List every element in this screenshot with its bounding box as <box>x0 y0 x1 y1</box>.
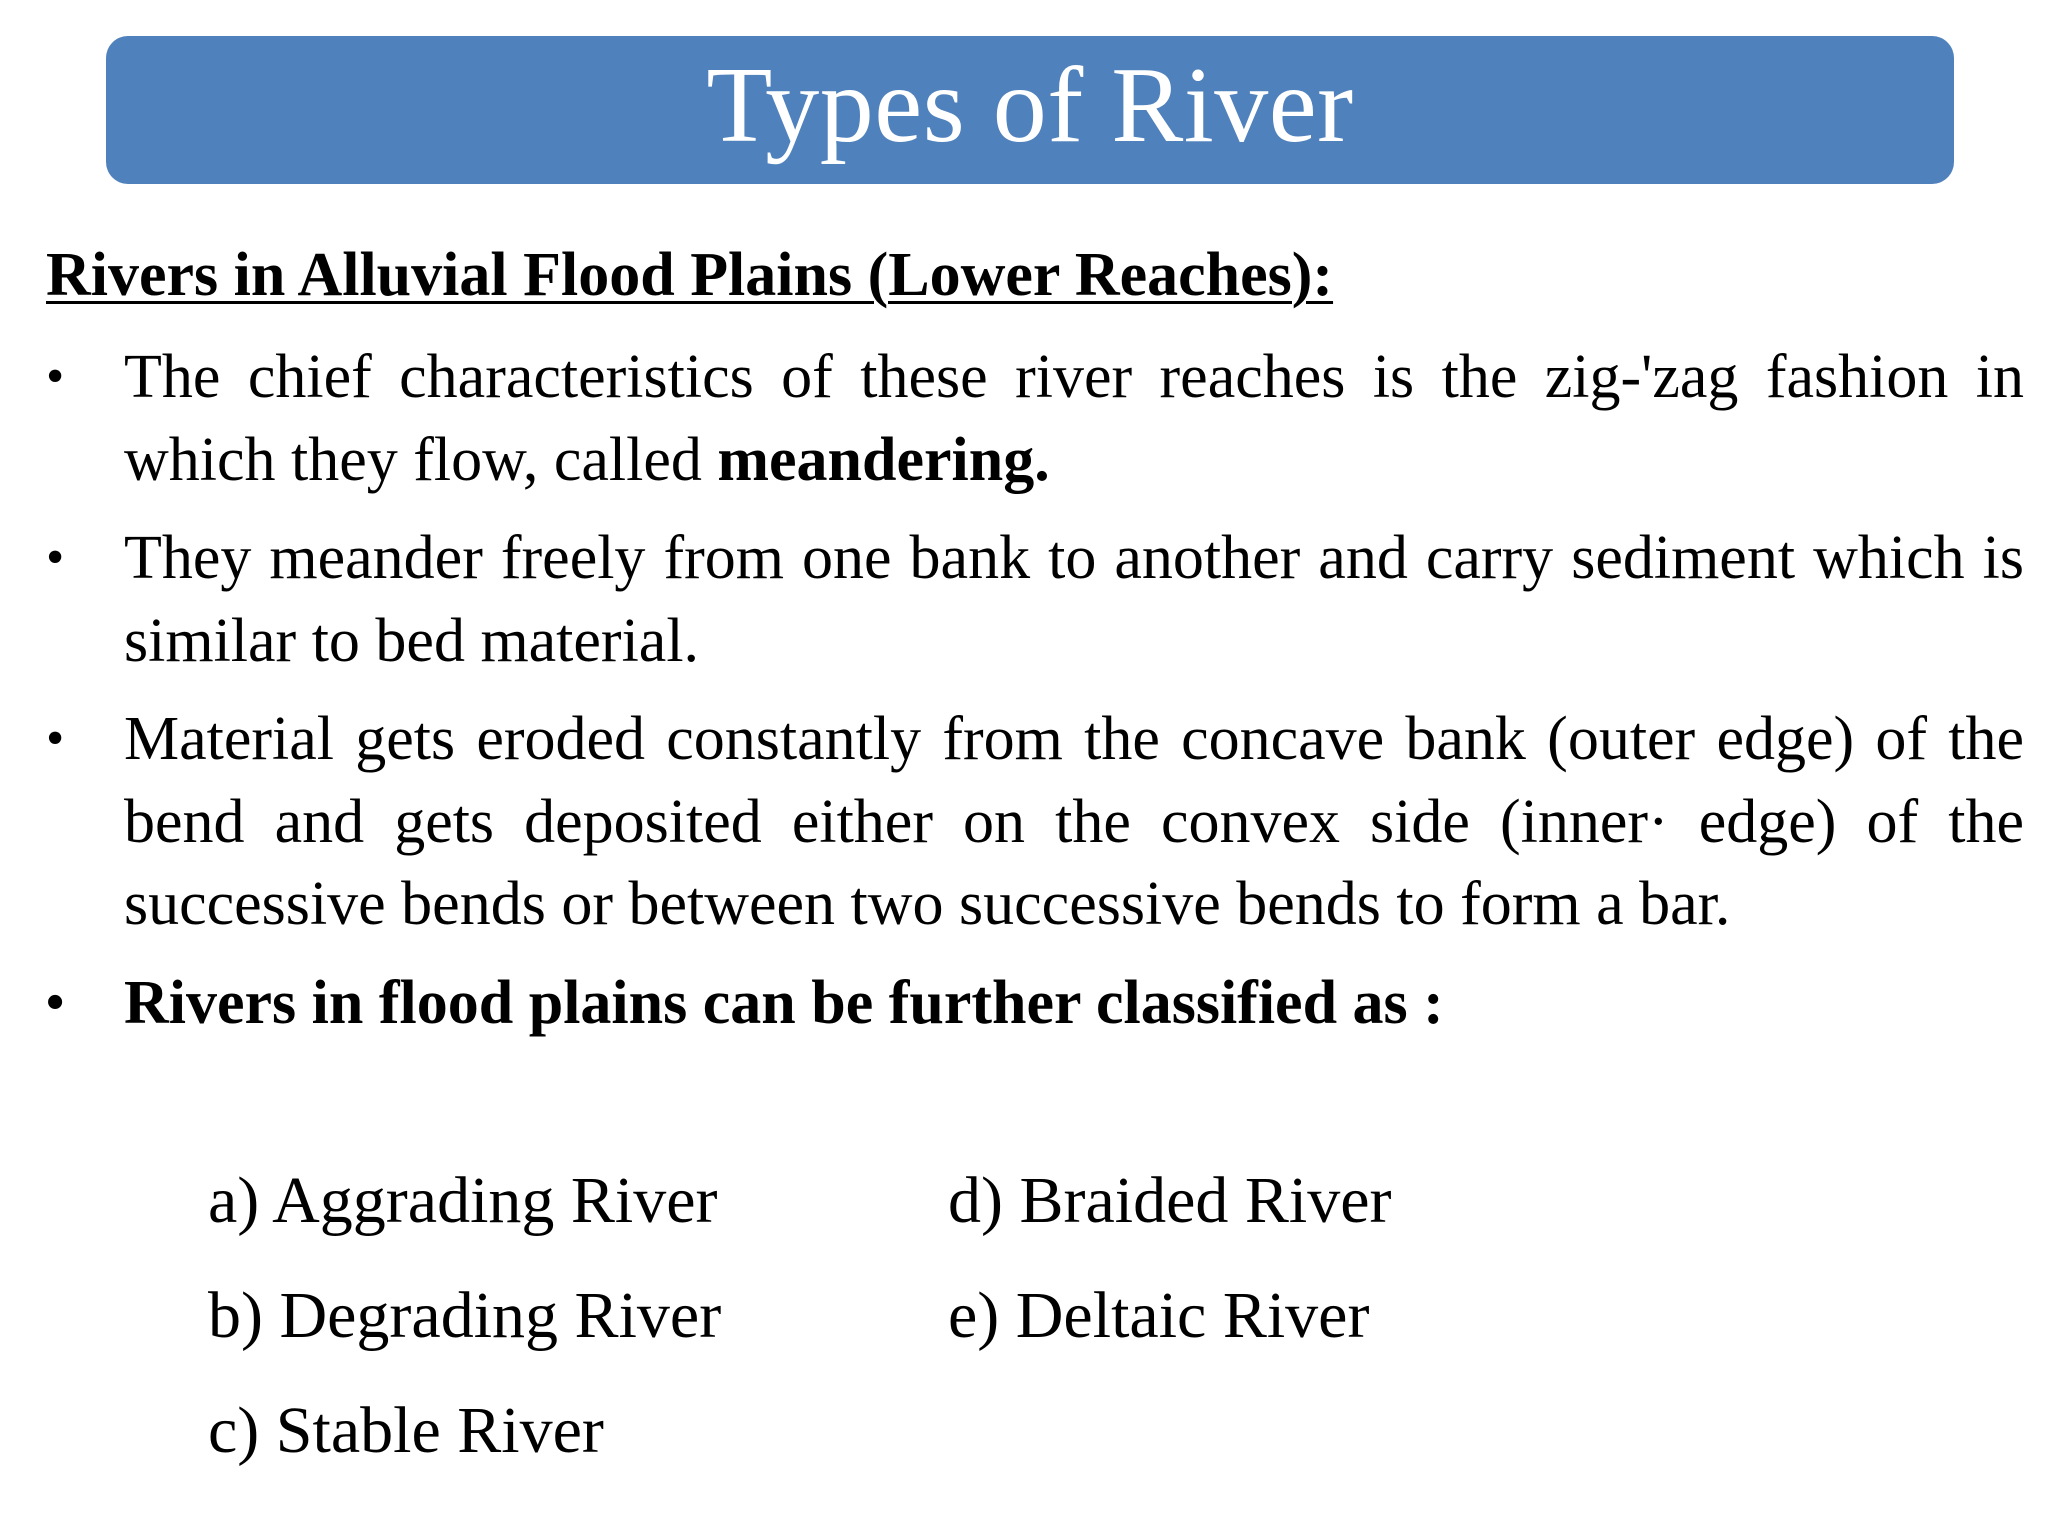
classification-item-braided: d) Braided River <box>948 1164 1392 1237</box>
bullet-text: Rivers in flood plains can be further classified as : <box>124 968 1444 1037</box>
classification-item-stable: c) Stable River <box>208 1394 604 1467</box>
bullet-icon: • <box>46 710 65 767</box>
classification-item-deltaic: e) Deltaic River <box>948 1279 1370 1352</box>
bullet-list <box>46 336 2024 1060</box>
bullet-item-meandering <box>46 336 2024 501</box>
bullet-text: The chief characteristics of these river reaches is the zig-'zag fashion in which they flow, called <box>124 343 2024 494</box>
classification-item-aggrading: a) Aggrading River <box>208 1164 718 1237</box>
classification-item-degrading: b) Degrading River <box>208 1279 722 1352</box>
bullet-text: Material gets eroded constantly from the concave bank (outer edge) of the bend and gets deposited either on the convex side (inner· edge) of the successive bends or between two successive bends to form a bar. <box>124 705 2024 938</box>
slide-title: Types of River <box>706 46 1354 165</box>
bullet-text: They meander freely from one bank to another and carry sediment which is similar to bed material. <box>124 524 2024 675</box>
title-banner <box>106 36 1954 184</box>
bullet-icon: • <box>46 529 65 586</box>
bullet-item-sediment <box>46 517 2024 682</box>
section-heading: Rivers in Alluvial Flood Plains (Lower Reaches): <box>46 241 1334 309</box>
bullet-icon: • <box>46 348 65 405</box>
bullet-item-classification <box>46 962 2024 1045</box>
bullet-bold-term: meandering. <box>717 425 1050 494</box>
bullet-item-erosion <box>46 698 2024 946</box>
bullet-icon: • <box>46 973 65 1031</box>
